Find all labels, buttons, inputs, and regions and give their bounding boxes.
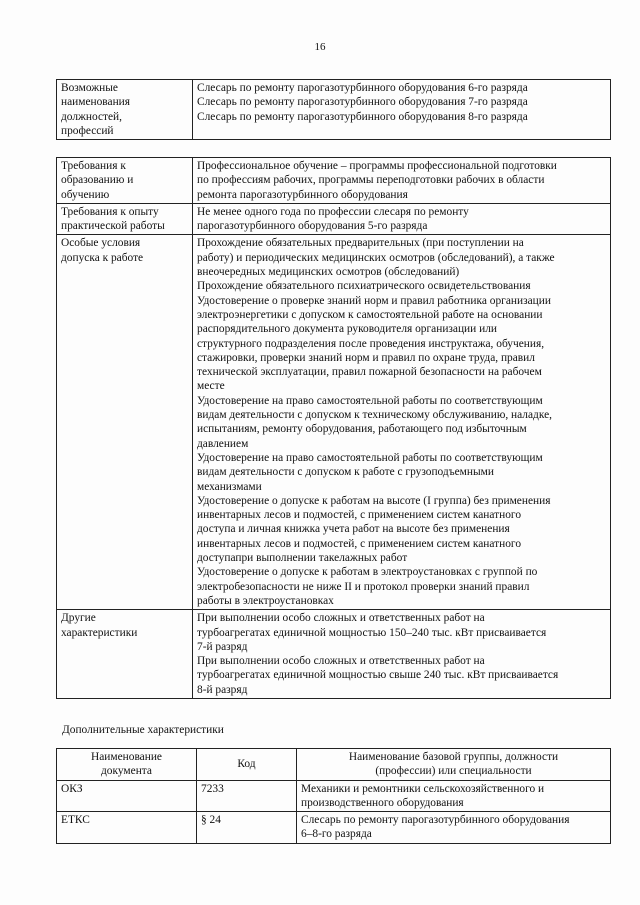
- other-characteristics-value: [193, 610, 611, 699]
- label-line: должностей,: [61, 110, 123, 123]
- positions-values: [193, 80, 611, 140]
- value-line: турбоагрегатах единичной мощностью свыше 240 тыс. кВт присваивается: [197, 669, 559, 682]
- header-line: Наименование базовой группы, должности: [348, 751, 559, 763]
- other-characteristics-label: [57, 610, 193, 699]
- condition-item: [197, 236, 606, 279]
- value-line: электроэнергетики с допуском к самостоятельной работе на основании: [197, 308, 543, 321]
- position-title: Слесарь по ремонту парогазотурбинного оборудования 8-го разряда: [197, 110, 528, 123]
- header-name: [297, 749, 611, 781]
- value-line: инвентарных лесов и подмостей, с применением систем канатного: [197, 537, 522, 550]
- label-line: Возможные: [61, 82, 118, 94]
- label-line: характеристики: [61, 626, 138, 639]
- value-line: Прохождение обязательного психиатрического освидетельствования: [197, 280, 531, 293]
- value-line: Механики и ремонтники сельскохозяйственного и: [301, 782, 545, 795]
- value-line: работы в электроустановках: [197, 594, 334, 607]
- row-document: ЕТКС: [57, 812, 197, 844]
- header-row: [57, 749, 611, 781]
- other-item: [197, 611, 606, 654]
- header-line: (профессии) или специальности: [375, 765, 532, 778]
- position-title: Слесарь по ремонту парогазотурбинного оборудования 7-го разряда: [197, 96, 528, 109]
- label-line: Другие: [61, 612, 96, 625]
- requirements-table: [56, 157, 611, 699]
- label-line: обучению: [61, 188, 110, 201]
- value-line: испытаниям, ремонту оборудования, работающего под избыточным: [197, 423, 527, 436]
- label-line: профессий: [61, 124, 114, 137]
- education-label: [57, 158, 193, 204]
- positions-table: [56, 79, 611, 140]
- value-line: электробезопасности не ниже II и протокол проверки знаний правил: [197, 580, 530, 593]
- value-line: Удостоверение на право самостоятельной работы по соответствующим: [197, 451, 543, 464]
- page-number: 16: [314, 41, 326, 53]
- value-line: 6–8-го разряда: [301, 828, 372, 841]
- condition-item: [197, 394, 606, 451]
- value-line: месте: [197, 380, 225, 393]
- label-line: Требования к: [61, 160, 126, 172]
- value-line: При выполнении особо сложных и ответственных работ на: [197, 612, 485, 625]
- value-line: Удостоверение о проверке знаний норм и правил работника организации: [197, 294, 551, 307]
- experience-value: [193, 203, 611, 235]
- value-line: ремонта парогазотурбинного оборудования: [197, 188, 408, 201]
- section-title: Дополнительные характеристики: [62, 724, 224, 736]
- value-line: Профессиональное обучение – программы профессиональной подготовки: [197, 160, 557, 172]
- header-line: Наименование: [91, 751, 162, 763]
- label-line: наименования: [61, 96, 131, 109]
- row-name: [297, 780, 611, 812]
- condition-item: [197, 451, 606, 494]
- value-line: 8-й разряд: [197, 683, 248, 696]
- value-line: видам деятельности с допуском к работе с грузоподъемными: [197, 466, 494, 479]
- value-line: технической эксплуатации, правил пожарной безопасности на рабочем: [197, 366, 542, 379]
- value-line: Слесарь по ремонту парогазотурбинного оборудования: [301, 814, 570, 827]
- condition-item: [197, 279, 606, 293]
- condition-item: [197, 294, 606, 394]
- value-line: внеочередных медицинских осмотров (обследований): [197, 266, 460, 279]
- value-line: 7-й разряд: [197, 640, 248, 653]
- value-line: работу) и периодических медицинских осмотров (обследований), а также: [197, 251, 555, 264]
- value-line: Прохождение обязательных предварительных (при поступлении на: [197, 237, 524, 250]
- position-title: Слесарь по ремонту парогазотурбинного оборудования 6-го разряда: [197, 82, 528, 94]
- special-conditions-row: [57, 235, 611, 610]
- education-value: [193, 158, 611, 204]
- positions-label: [57, 80, 193, 140]
- value-line: парогазотурбинного оборудования 5-го разряда: [197, 220, 428, 233]
- value-line: производственного оборудования: [301, 796, 464, 809]
- condition-item: [197, 494, 606, 565]
- additional-characteristics-table: [56, 748, 611, 844]
- value-line: доступа и личная книжка учета работ на высоте без применения: [197, 523, 510, 536]
- label-line: Требования к опыту: [61, 205, 159, 218]
- value-line: видам деятельности с допуском к техническому обслуживанию, наладке,: [197, 409, 552, 422]
- value-line: Удостоверение о допуске к работам в электроустановках с группой по: [197, 566, 538, 579]
- value-line: При выполнении особо сложных и ответственных работ на: [197, 655, 485, 668]
- row-code: 7233: [197, 780, 297, 812]
- value-line: Удостоверение на право самостоятельной работы по соответствующим: [197, 394, 543, 407]
- table-row: [57, 780, 611, 812]
- condition-item: [197, 565, 606, 608]
- header-document: [57, 749, 197, 781]
- value-line: турбоагрегатах единичной мощностью 150–240 тыс. кВт присваивается: [197, 626, 547, 639]
- value-line: механизмами: [197, 480, 262, 493]
- table-row: [57, 812, 611, 844]
- value-line: распорядительного документа руководителя организации или: [197, 323, 497, 336]
- other-item: [197, 654, 606, 697]
- label-line: практической работы: [61, 220, 165, 233]
- header-code: Код: [197, 749, 297, 781]
- row-name: [297, 812, 611, 844]
- value-line: структурного подразделения после проведения инструктажа, обучения,: [197, 337, 545, 350]
- value-line: Не менее одного года по профессии слесаря по ремонту: [197, 205, 469, 218]
- row-document: ОКЗ: [57, 780, 197, 812]
- value-line: стажировки, проверки знаний норм и правил по охране труда, правил: [197, 351, 535, 364]
- experience-row: [57, 203, 611, 235]
- label-line: образованию и: [61, 174, 134, 187]
- education-row: [57, 158, 611, 204]
- value-line: по профессиям рабочих, программы переподготовки рабочих в области: [197, 174, 545, 187]
- row-code: § 24: [197, 812, 297, 844]
- header-line: документа: [101, 765, 152, 778]
- value-line: давлением: [197, 437, 249, 450]
- special-conditions-label: [57, 235, 193, 610]
- label-line: допуска к работе: [61, 251, 144, 264]
- label-line: Особые условия: [61, 237, 141, 250]
- positions-row: [57, 80, 611, 140]
- other-characteristics-row: [57, 610, 611, 699]
- value-line: Удостоверение о допуске к работам на высоте (I группа) без применения: [197, 494, 551, 507]
- value-line: доступапри выполнении такелажных работ: [197, 552, 408, 565]
- value-line: инвентарных лесов и подмостей, с применением систем канатного: [197, 509, 522, 522]
- special-conditions-value: [193, 235, 611, 610]
- experience-label: [57, 203, 193, 235]
